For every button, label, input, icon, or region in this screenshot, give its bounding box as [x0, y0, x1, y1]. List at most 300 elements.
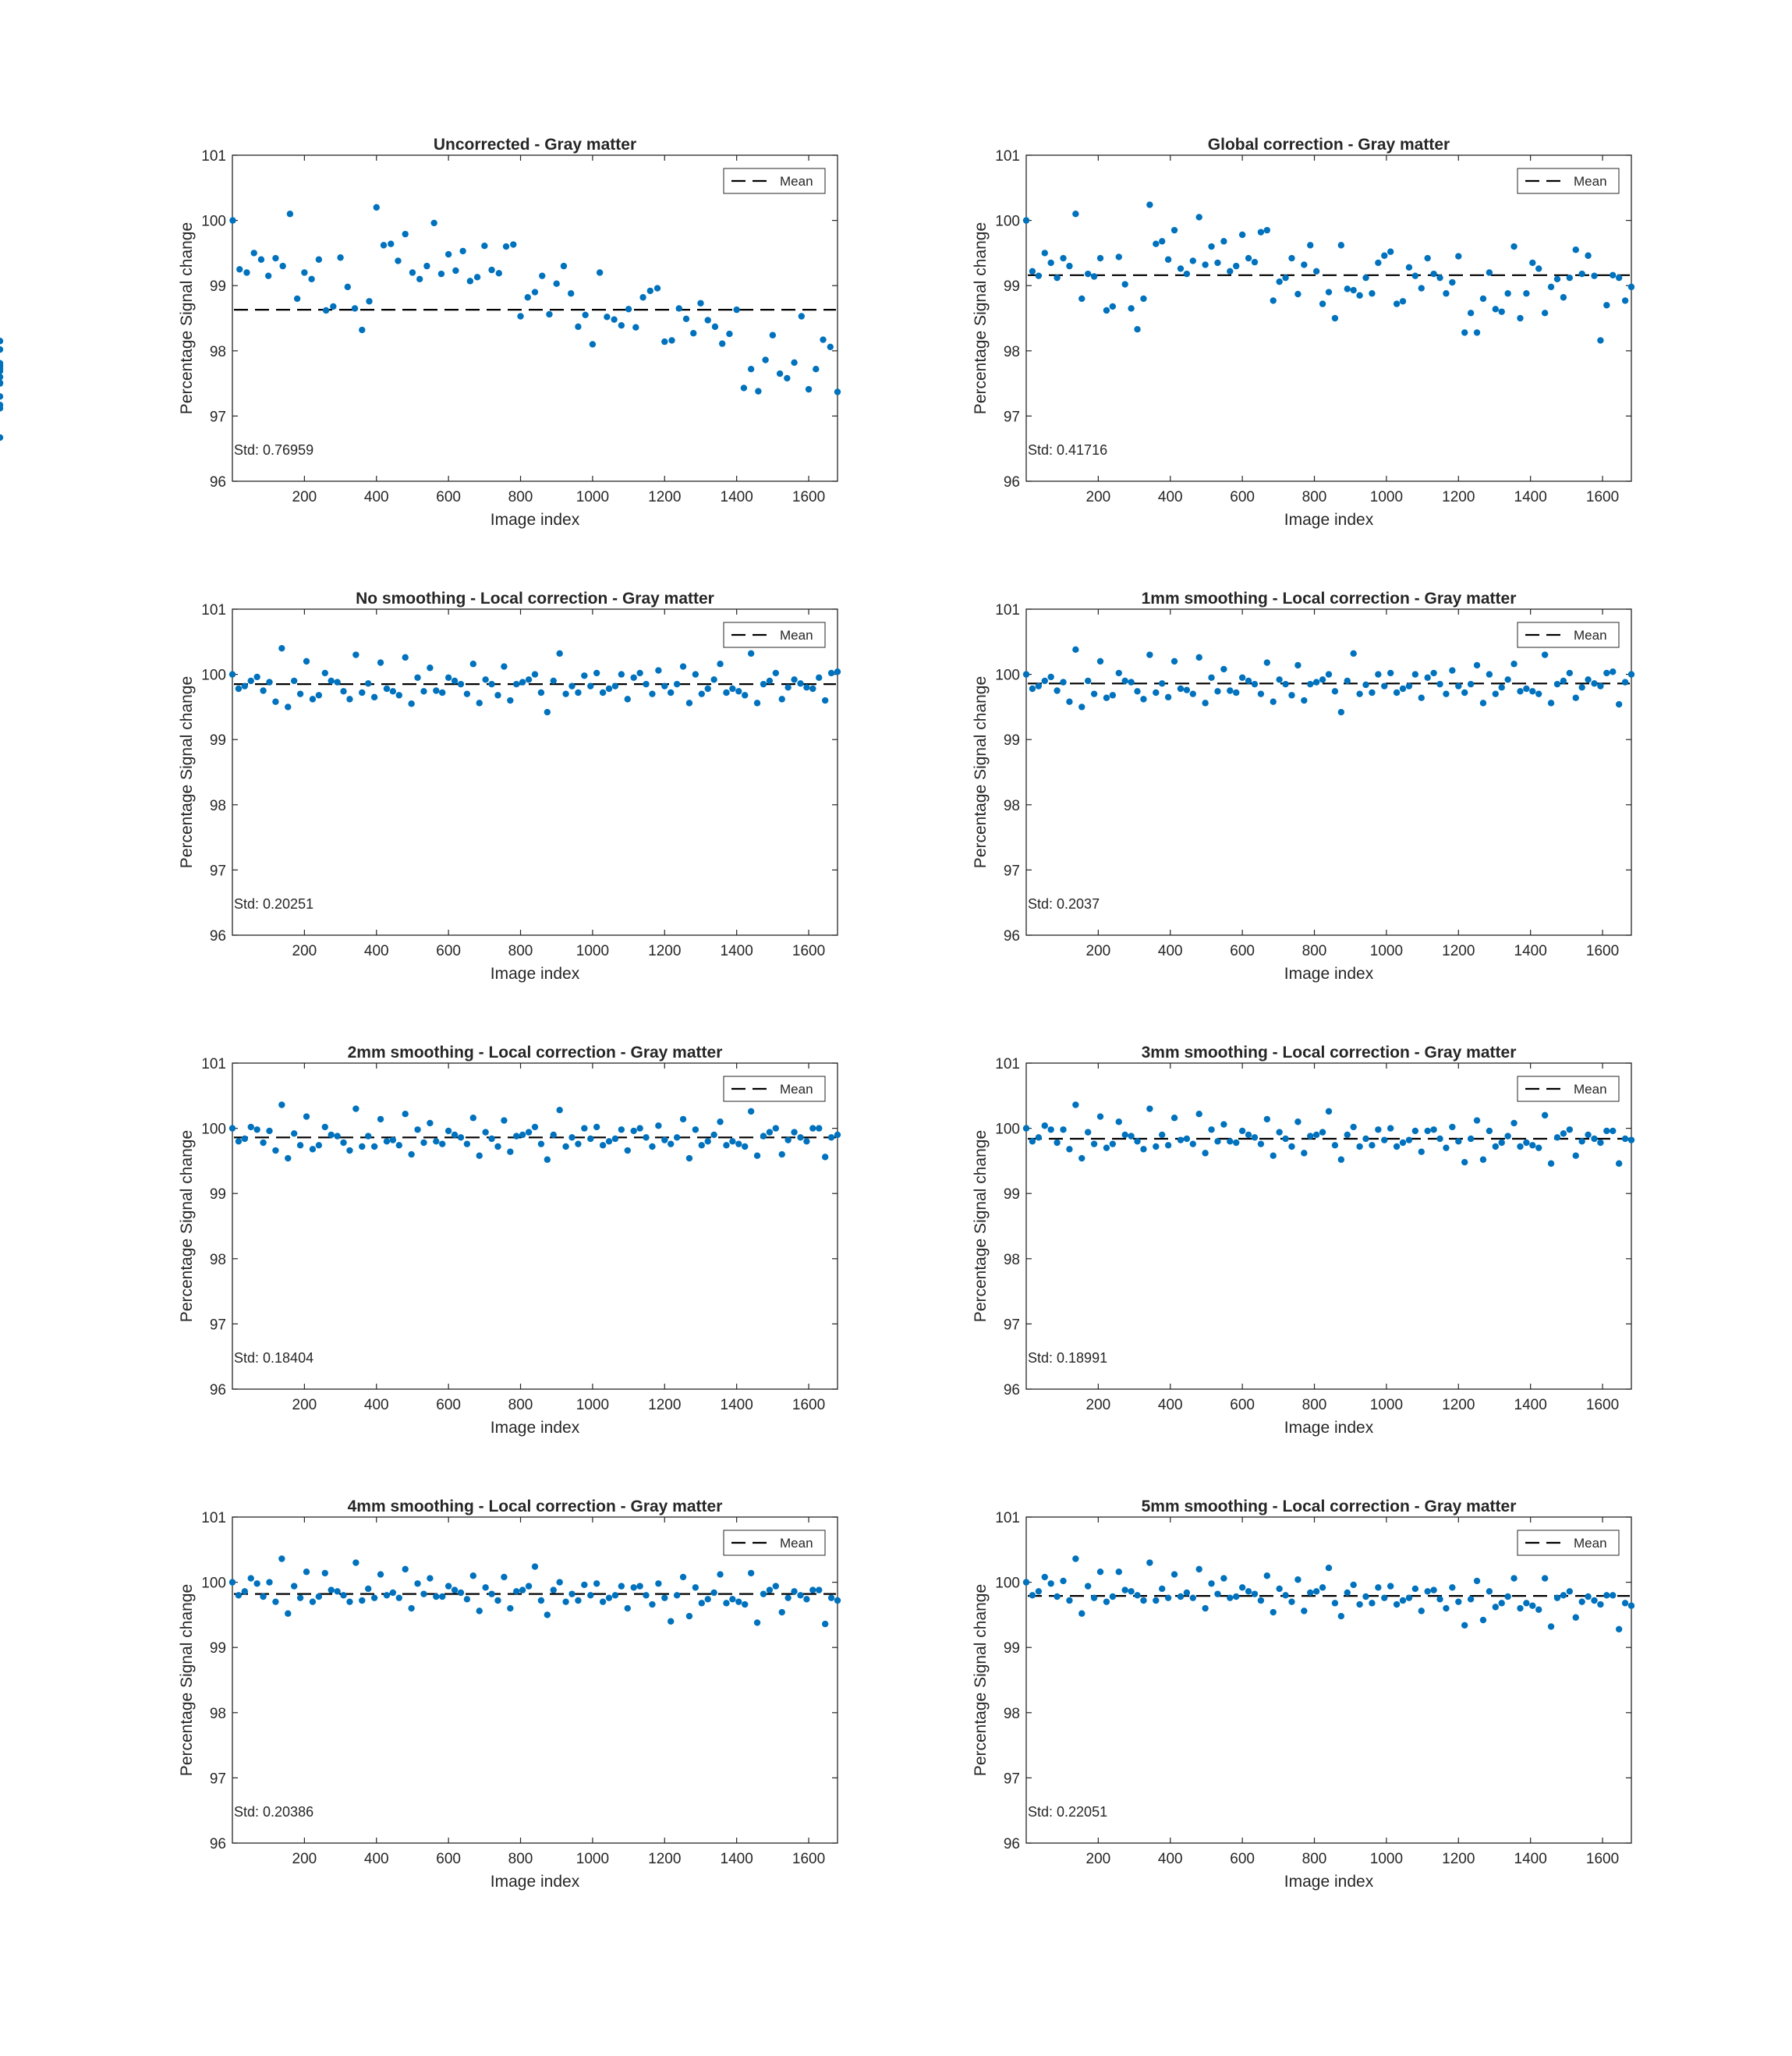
- data-point: [340, 688, 346, 694]
- data-point: [272, 699, 278, 705]
- data-point: [655, 1122, 661, 1129]
- data-point: [1499, 1140, 1505, 1146]
- y-tick-label: 100: [201, 667, 226, 684]
- data-point: [822, 1621, 828, 1627]
- data-point: [1603, 670, 1610, 676]
- data-point: [1493, 1143, 1499, 1150]
- data-point: [1578, 271, 1585, 277]
- x-tick-label: 200: [1085, 943, 1111, 959]
- data-point: [278, 1555, 285, 1561]
- data-point: [1430, 670, 1436, 676]
- data-point: [686, 1613, 692, 1619]
- data-point: [597, 269, 603, 275]
- data-point: [1184, 1136, 1190, 1142]
- plot-title: Uncorrected - Gray matter: [433, 136, 637, 154]
- data-point: [1270, 1153, 1277, 1159]
- data-point: [1202, 700, 1208, 706]
- data-point: [258, 257, 264, 263]
- data-point: [1294, 1576, 1301, 1583]
- data-point: [1603, 302, 1610, 308]
- data-point: [661, 682, 668, 689]
- x-axis-label: Image index: [490, 1419, 580, 1437]
- data-point: [748, 366, 754, 372]
- data-point: [278, 645, 285, 651]
- data-point: [1146, 1559, 1153, 1565]
- data-point: [340, 1592, 346, 1598]
- data-point: [1542, 1575, 1548, 1581]
- data-point: [1356, 292, 1362, 299]
- legend-label: Mean: [780, 1082, 813, 1097]
- data-point: [1443, 1605, 1449, 1611]
- data-point: [494, 1143, 501, 1150]
- data-point: [445, 1583, 452, 1589]
- y-tick-label: 99: [1003, 732, 1020, 750]
- data-point: [322, 670, 328, 676]
- data-point: [710, 676, 717, 682]
- data-point: [1085, 678, 1091, 684]
- data-point: [692, 1126, 699, 1133]
- y-axis-label: Percentage Signal change: [178, 1129, 196, 1323]
- data-point: [359, 1597, 365, 1604]
- data-point: [470, 1572, 476, 1579]
- data-point: [1270, 699, 1277, 705]
- data-point: [1159, 680, 1165, 686]
- data-point: [1110, 692, 1116, 698]
- data-point: [1517, 1143, 1523, 1150]
- x-tick-label: 1400: [720, 489, 753, 505]
- data-point: [1134, 326, 1140, 332]
- data-point: [1486, 671, 1493, 677]
- data-point: [1288, 692, 1294, 698]
- data-point: [260, 1140, 266, 1146]
- subplot-2: [972, 136, 1634, 529]
- data-point: [647, 288, 653, 294]
- data-point: [507, 1148, 513, 1154]
- x-tick-label: 800: [1302, 489, 1327, 505]
- data-point: [1412, 671, 1418, 677]
- plot-title: 1mm smoothing - Local correction - Gray matter: [1141, 590, 1517, 608]
- data-point: [445, 1128, 452, 1134]
- data-point: [1622, 1136, 1628, 1142]
- x-tick-label: 1200: [648, 943, 682, 959]
- data-point: [1499, 308, 1505, 314]
- data-point: [1436, 1136, 1443, 1142]
- data-point: [408, 1605, 414, 1611]
- data-point: [1486, 269, 1493, 275]
- data-point: [1313, 1588, 1319, 1594]
- data-point: [1585, 1132, 1591, 1138]
- data-point: [467, 278, 473, 284]
- data-point: [556, 650, 562, 657]
- x-tick-label: 1000: [575, 1851, 610, 1867]
- data-point: [482, 1129, 488, 1135]
- data-point: [452, 1132, 458, 1138]
- data-point: [779, 696, 785, 702]
- data-point: [784, 375, 790, 381]
- legend-label: Mean: [1574, 1536, 1607, 1551]
- data-point: [1597, 1601, 1603, 1608]
- data-point: [414, 1126, 420, 1133]
- data-point: [1023, 217, 1029, 223]
- data-point: [1554, 276, 1560, 282]
- data-point: [1214, 1590, 1220, 1597]
- data-point: [1042, 250, 1048, 256]
- y-tick-label: 99: [209, 278, 226, 296]
- data-point: [517, 313, 523, 319]
- data-point: [294, 296, 300, 302]
- data-point: [1567, 1126, 1573, 1133]
- data-point: [1332, 1142, 1338, 1148]
- data-point: [439, 1140, 445, 1147]
- data-point: [828, 670, 834, 676]
- data-point: [1208, 1580, 1214, 1586]
- data-point: [1078, 704, 1085, 710]
- data-point: [316, 1142, 322, 1148]
- y-tick-label: 101: [201, 602, 226, 619]
- data-point: [822, 697, 828, 704]
- data-point: [568, 1134, 575, 1140]
- data-point: [551, 678, 557, 684]
- data-point: [791, 1129, 797, 1135]
- data-point: [754, 1619, 760, 1625]
- data-point: [742, 1601, 748, 1608]
- data-point: [458, 1134, 464, 1140]
- data-point: [248, 678, 254, 684]
- data-point: [668, 337, 675, 343]
- data-point: [636, 1125, 643, 1131]
- data-point: [1233, 689, 1239, 696]
- data-point: [1332, 315, 1338, 321]
- data-point: [1400, 686, 1406, 692]
- data-point: [1369, 1600, 1375, 1606]
- std-annotation: Std: 0.22051: [1028, 1804, 1108, 1820]
- data-point: [346, 696, 352, 702]
- data-point: [767, 1586, 773, 1593]
- y-tick-label: 96: [1003, 1836, 1020, 1852]
- data-point: [544, 709, 551, 715]
- data-point: [1036, 272, 1042, 278]
- data-point: [334, 679, 340, 685]
- y-tick-label: 96: [209, 474, 226, 491]
- data-point: [272, 255, 278, 261]
- data-point: [1344, 285, 1351, 292]
- x-tick-label: 1600: [792, 1397, 826, 1413]
- data-point: [1362, 1593, 1369, 1600]
- x-axis-label: Image index: [1284, 1873, 1374, 1891]
- data-point: [1436, 1596, 1443, 1602]
- x-tick-label: 600: [1230, 1397, 1255, 1413]
- data-point: [1233, 263, 1239, 269]
- data-point: [600, 1142, 606, 1148]
- data-point: [1103, 1144, 1110, 1150]
- data-point: [661, 339, 668, 345]
- data-point: [643, 1592, 649, 1598]
- data-point: [1548, 284, 1554, 290]
- data-point: [575, 1140, 581, 1147]
- x-tick-label: 200: [292, 1851, 317, 1867]
- data-point: [1159, 1132, 1165, 1138]
- data-point: [828, 1134, 834, 1140]
- data-point: [1628, 1602, 1634, 1608]
- data-point: [1362, 275, 1369, 281]
- data-point: [1072, 1101, 1078, 1108]
- data-point: [1060, 1126, 1066, 1133]
- data-point: [773, 670, 779, 676]
- data-point: [575, 689, 581, 696]
- data-point: [754, 700, 760, 706]
- data-point: [1412, 272, 1418, 278]
- data-point: [587, 1592, 593, 1598]
- data-point: [328, 678, 334, 684]
- data-point: [1134, 1138, 1140, 1144]
- data-point: [1258, 229, 1264, 235]
- data-point: [630, 1584, 636, 1590]
- data-point: [735, 688, 742, 694]
- data-point: [1165, 1142, 1171, 1148]
- data-point: [649, 1601, 655, 1608]
- data-point: [1430, 271, 1436, 277]
- data-point: [334, 1133, 340, 1139]
- data-point: [1535, 265, 1542, 271]
- data-point: [606, 1594, 612, 1600]
- data-point: [1128, 305, 1134, 311]
- x-tick-label: 600: [1230, 489, 1255, 505]
- data-point: [1418, 285, 1425, 291]
- data-point: [834, 388, 841, 395]
- data-point: [1220, 1121, 1227, 1127]
- x-tick-label: 1200: [648, 1851, 682, 1867]
- data-point: [1326, 289, 1332, 295]
- data-point: [649, 1143, 655, 1150]
- plot-title: 2mm smoothing - Local correction - Gray matter: [347, 1044, 723, 1062]
- data-point: [1542, 310, 1548, 316]
- data-point: [1356, 1143, 1362, 1150]
- y-tick-label: 98: [209, 1705, 226, 1722]
- data-point: [1121, 281, 1128, 287]
- data-point: [1097, 1569, 1103, 1575]
- data-point: [1400, 1140, 1406, 1146]
- x-tick-label: 800: [508, 1851, 533, 1867]
- x-tick-label: 1400: [720, 943, 753, 959]
- data-point: [476, 700, 483, 706]
- x-axis-label: Image index: [1284, 511, 1374, 529]
- data-point: [1394, 300, 1400, 307]
- data-point: [1190, 257, 1196, 264]
- data-point: [797, 680, 803, 686]
- data-point: [697, 300, 703, 307]
- data-point: [1510, 1575, 1517, 1581]
- data-point: [630, 1128, 636, 1134]
- y-tick-label: 101: [995, 148, 1020, 165]
- data-point: [1548, 700, 1554, 706]
- data-point: [1449, 1584, 1455, 1590]
- data-point: [503, 243, 509, 250]
- data-point: [723, 1600, 729, 1606]
- y-tick-label: 100: [201, 1575, 226, 1592]
- data-point: [1270, 297, 1277, 303]
- data-point: [1603, 1592, 1610, 1598]
- data-point: [303, 1113, 310, 1119]
- data-point: [1493, 306, 1499, 312]
- y-tick-label: 100: [995, 1121, 1020, 1138]
- data-point: [1036, 682, 1042, 689]
- data-point: [1227, 268, 1233, 275]
- x-tick-label: 800: [508, 943, 533, 959]
- y-tick-label: 99: [1003, 1186, 1020, 1203]
- data-point: [1628, 671, 1634, 677]
- y-tick-label: 96: [1003, 1382, 1020, 1398]
- data-point: [1597, 1140, 1603, 1146]
- data-point: [1029, 1592, 1036, 1598]
- data-point: [285, 1155, 291, 1161]
- x-tick-label: 1200: [1442, 1851, 1475, 1867]
- x-tick-label: 1400: [1514, 1397, 1547, 1413]
- x-tick-label: 1200: [1442, 489, 1475, 505]
- data-point: [433, 1593, 439, 1600]
- data-point: [1276, 1129, 1282, 1135]
- data-point: [390, 1136, 396, 1143]
- data-point: [1486, 1128, 1493, 1134]
- data-point: [1338, 242, 1344, 248]
- data-point: [779, 1151, 785, 1157]
- data-point: [1424, 1588, 1430, 1594]
- data-point: [1184, 686, 1190, 693]
- data-point: [1153, 1597, 1159, 1604]
- data-point: [1332, 688, 1338, 694]
- data-point: [395, 257, 401, 264]
- data-point: [464, 1596, 470, 1602]
- data-point: [507, 697, 513, 704]
- data-point: [1047, 674, 1054, 680]
- y-tick-label: 97: [209, 1771, 226, 1788]
- data-point: [377, 1116, 384, 1122]
- data-point: [1227, 1594, 1233, 1600]
- x-tick-label: 1000: [575, 489, 610, 505]
- data-point: [816, 675, 822, 681]
- data-point: [625, 696, 631, 702]
- data-point: [779, 1609, 785, 1615]
- data-point: [1344, 678, 1351, 684]
- data-point: [1190, 1594, 1196, 1600]
- x-tick-label: 1200: [648, 1397, 682, 1413]
- data-point: [310, 1146, 316, 1152]
- y-tick-label: 96: [209, 1382, 226, 1398]
- legend-label: Mean: [1574, 1082, 1607, 1097]
- data-point: [1029, 686, 1036, 692]
- data-point: [630, 675, 636, 681]
- data-point: [402, 1566, 409, 1572]
- data-point: [1220, 1575, 1227, 1581]
- data-point: [1270, 1609, 1277, 1615]
- x-tick-label: 800: [1302, 943, 1327, 959]
- x-tick-label: 1400: [720, 1851, 753, 1867]
- data-point: [1258, 690, 1264, 697]
- data-point: [1159, 238, 1165, 244]
- data-point: [427, 1120, 433, 1126]
- data-point: [568, 290, 574, 296]
- data-point: [1178, 265, 1184, 271]
- data-point: [1326, 1108, 1332, 1115]
- data-point: [303, 1569, 310, 1575]
- y-tick-label: 101: [201, 148, 226, 165]
- data-point: [1616, 275, 1622, 281]
- data-point: [1054, 275, 1060, 281]
- data-point: [1307, 681, 1313, 687]
- data-point: [1356, 1601, 1362, 1608]
- data-point: [337, 254, 343, 261]
- data-point: [371, 1143, 377, 1150]
- data-point: [1319, 1129, 1326, 1135]
- data-point: [390, 1590, 396, 1596]
- data-point: [1258, 1140, 1264, 1147]
- data-point: [1319, 676, 1326, 682]
- data-point: [1307, 1133, 1313, 1139]
- subplot-6: [972, 1044, 1634, 1437]
- data-point: [1208, 675, 1214, 681]
- data-point: [377, 1571, 384, 1577]
- data-point: [266, 1128, 272, 1134]
- plot-area: [1026, 609, 1631, 935]
- data-point: [445, 251, 452, 257]
- data-point: [1128, 679, 1134, 685]
- data-point: [1529, 260, 1535, 266]
- data-point: [1202, 1605, 1208, 1611]
- data-point: [748, 1570, 754, 1576]
- data-point: [1202, 261, 1208, 268]
- data-point: [1252, 1590, 1258, 1597]
- legend: [1518, 168, 1619, 193]
- data-point: [674, 1134, 680, 1140]
- data-point: [1085, 271, 1091, 277]
- data-point: [1103, 307, 1110, 314]
- legend: [724, 622, 825, 647]
- y-tick-label: 96: [1003, 474, 1020, 491]
- data-point: [470, 661, 476, 667]
- x-tick-label: 1000: [575, 943, 610, 959]
- data-point: [1319, 300, 1326, 307]
- data-point: [409, 269, 416, 275]
- data-point: [1097, 1113, 1103, 1119]
- data-point: [1214, 260, 1220, 266]
- data-point: [1535, 690, 1542, 697]
- data-point: [1103, 1598, 1110, 1604]
- data-point: [396, 1594, 402, 1600]
- data-point: [242, 1136, 248, 1142]
- y-tick-label: 97: [209, 409, 226, 426]
- data-point: [278, 1101, 285, 1108]
- data-point: [1184, 1590, 1190, 1596]
- y-tick-label: 97: [1003, 1317, 1020, 1334]
- data-point: [433, 1138, 439, 1144]
- x-tick-label: 600: [436, 1397, 461, 1413]
- data-point: [1227, 687, 1233, 693]
- x-axis-label: Image index: [1284, 1419, 1374, 1437]
- data-point: [551, 1586, 557, 1593]
- data-point: [445, 675, 452, 681]
- data-point: [310, 1598, 316, 1604]
- data-point: [1424, 255, 1430, 261]
- data-point: [334, 1588, 340, 1594]
- data-point: [1146, 1105, 1153, 1111]
- data-point: [1560, 1130, 1567, 1136]
- data-point: [1171, 1571, 1178, 1577]
- data-point: [1443, 1144, 1449, 1150]
- y-tick-label: 100: [995, 213, 1020, 230]
- y-axis-label: Percentage Signal change: [972, 675, 990, 869]
- data-point: [735, 1140, 742, 1147]
- subplot-3: [178, 590, 841, 983]
- data-point: [482, 1584, 488, 1590]
